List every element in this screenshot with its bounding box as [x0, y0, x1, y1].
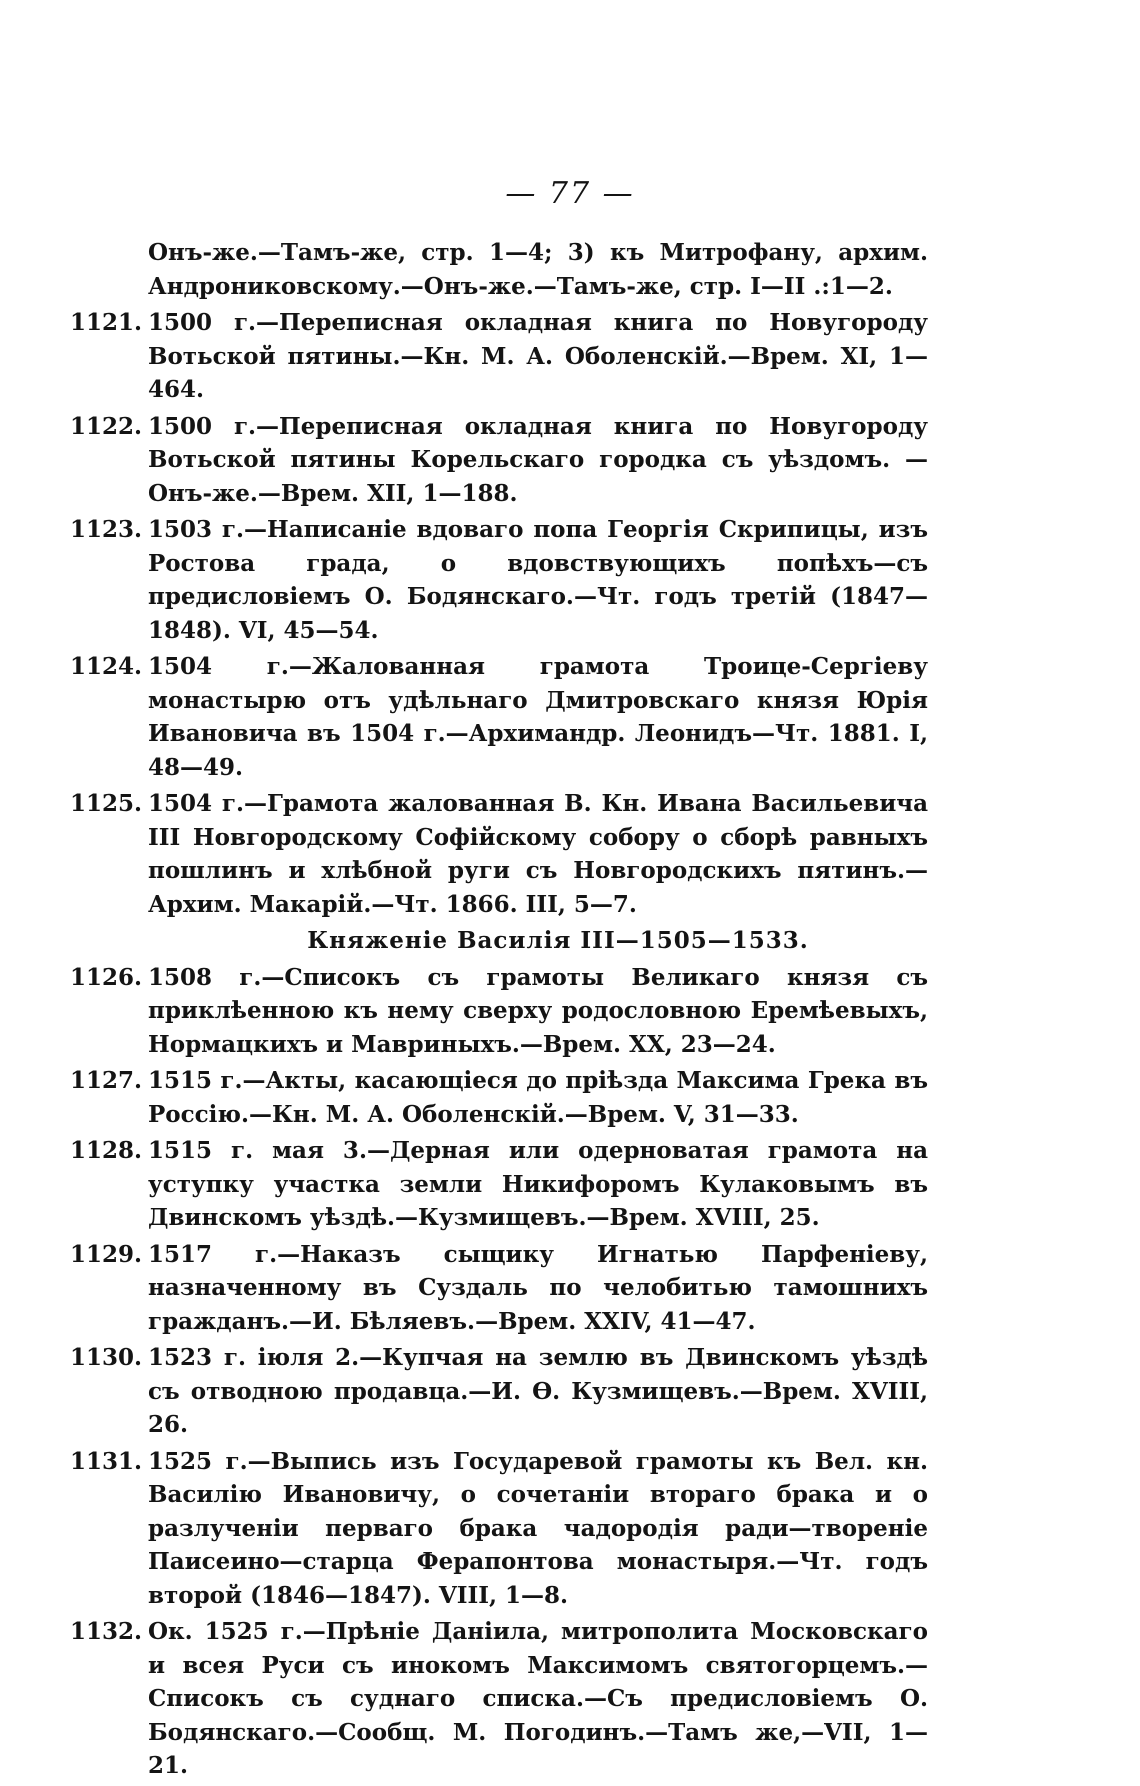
entry-text: 1508 г.—Списокъ съ грамоты Великаго князя съ приклѣенною къ нему сверху родословною Еремѣевыхъ, Нормацкихъ и Мавриныхъ.—Врем. XX, 23—24. [148, 963, 928, 1058]
catalog-entry [70, 650, 928, 784]
catalog-entry [70, 1445, 928, 1613]
continuation-text: Онъ-же.—Тамъ-же, стр. 1—4; 3) къ Митрофану, архим. Андрониковскому.—Онъ-же.—Тамъ-же, стр. I—II .:1—2. [148, 239, 928, 300]
entry-text: 1525 г.—Выпись изъ Государевой грамоты къ Вел. кн. Василію Ивановичу, о сочетаніи втораго брака и о разлученіи перваго брака чадородія ради—твореніе Паисеино—старца Ферапонтова монастыря.—Чт. годъ второй (1846—1847). VIII, 1—8. [148, 1447, 928, 1609]
catalog-text [70, 236, 928, 1786]
entry-number: 1121. [70, 309, 143, 336]
catalog-entry [70, 787, 928, 921]
entry-number: 1130. [70, 1344, 143, 1371]
entry-number: 1132. [70, 1618, 143, 1645]
section-heading: Княженіе Василія III—1505—1533. [307, 927, 809, 954]
catalog-entry [70, 1341, 928, 1442]
entry-number: 1124. [70, 653, 143, 680]
entry-text: 1500 г.—Переписная окладная книга по Новугороду Вотьской пятины Корельскаго городка съ уѣздомъ. —Онъ-же.—Врем. XII, 1—188. [148, 412, 928, 507]
entry-number: 1129. [70, 1240, 143, 1268]
entry-number: 1123. [70, 516, 143, 543]
entry-number: 1125. [70, 790, 143, 817]
entry-number: 1127. [70, 1067, 143, 1094]
entry-number: 1126. [70, 963, 143, 991]
entry-text: 1515 г. мая 3.—Дерная или одерноватая грамота на уступку участка земли Никифоромъ Кулаковымъ въ Двинскомъ уѣздѣ.—Кузмищевъ.—Врем. XVIII, 25. [148, 1137, 928, 1231]
catalog-entry [70, 1134, 928, 1235]
entry-text: 1504 г.—Грамота жалованная В. Кн. Ивана Васильевича III Новгородскому Софійскому собору о сборѣ равныхъ пошлинъ и хлѣбной руги съ Новгородскихъ пятинъ.—Архим. Макарій.—Чт. 1866. III, 5—7. [148, 790, 928, 918]
entry-text: 1503 г.—Написаніе вдоваго попа Георгія Скрипицы, изъ Ростова града, о вдовствующихъ попѣхъ—съ предисловіемъ О. Бодянскаго.—Чт. годъ третій (1847—1848). VI, 45—54. [148, 516, 928, 644]
catalog-entry [70, 1238, 928, 1339]
page-number: — 77 — [505, 176, 635, 211]
catalog-entry [70, 513, 928, 647]
entry-text: 1504 г.—Жалованная грамота Троице-Сергіеву монастырю отъ удѣльнаго Дмитровскаго князя Юрія Ивановича въ 1504 г.—Архимандр. Леонидъ—Чт. 1881. I, 48—49. [148, 653, 928, 781]
catalog-entry [70, 306, 928, 407]
entry-text: Ок. 1525 г.—Пpѣніе Даніила, митрополита Московскаго и всея Руси съ инокомъ Максимомъ святогорцемъ.—Списокъ съ суднаго списка.—Съ предисловіемъ О. Бодянскаго.—Сообщ. М. Погодинъ.—Тамъ же,—VII, 1—21. [148, 1618, 928, 1779]
catalog-entry [70, 1064, 928, 1131]
entry-number: 1131. [70, 1447, 143, 1475]
catalog-entry [70, 1615, 928, 1783]
entry-text: 1515 г.—Акты, касающіеся до пріѣзда Максима Грека въ Россію.—Кн. М. А. Оболенскій.—Врем. V, 31—33. [148, 1067, 928, 1128]
entry-text: 1523 г. іюля 2.—Купчая на землю въ Двинскомъ уѣздѣ съ отводною продавца.—И. Ѳ. Кузмищевъ.—Врем. XVIII, 26. [148, 1344, 928, 1438]
catalog-entry [70, 961, 928, 1062]
entry-text: 1517 г.—Наказъ сыщику Игнатью Парфеніеву, назначенному въ Суздаль по челобитью тамошнихъ гражданъ.—И. Бѣляевъ.—Врем. XXIV, 41—47. [148, 1240, 928, 1335]
entry-number: 1122. [70, 412, 143, 440]
entry-number: 1128. [70, 1137, 143, 1164]
entry-text: 1500 г.—Переписная окладная книга по Новугороду Вотьской пятины.—Кн. М. А. Оболенскій.—Врем. XI, 1—464. [148, 309, 928, 403]
catalog-entry [70, 410, 928, 511]
